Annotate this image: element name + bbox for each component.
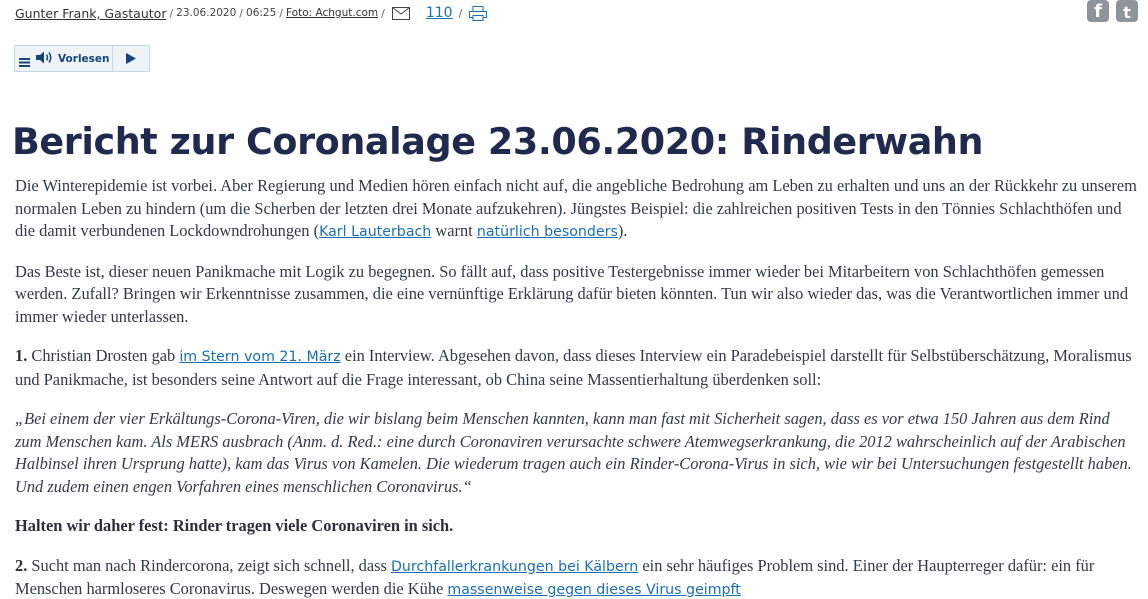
paragraph [15, 515, 1140, 538]
link-durchfallerkrankungen[interactable]: Durchfallerkrankungen bei Kälbern [390, 558, 639, 575]
play-icon [126, 53, 136, 64]
list-number: 2. [15, 555, 28, 575]
play-button[interactable] [113, 46, 149, 71]
bold-statement: Halten wir daher fest: Rinder tragen viele Coronaviren in sich. [15, 516, 454, 535]
publish-time: 06:25 [246, 7, 277, 19]
publish-date: 23.06.2020 [176, 7, 237, 19]
paragraph-text: Die Winterepidemie ist vorbei. Aber Regierung und Medien hören einfach nicht auf, die angebliche Bedrohung am Leben zu erhalten und uns an der Rückkehr zu unserem normalen Leben zu hindern (um die Scherben der letzten drei Monate aufzukehren). Jüngstes Beispiel: die zahlreichen positiven Tests in den Tönnies Schlachthöfen und die damit verbundenen Lockdowndrohungen ( [15, 176, 1137, 240]
read-aloud-player [14, 45, 150, 72]
article-meta [15, 4, 487, 22]
article-body [15, 175, 1140, 599]
paragraph-text: ein sehr häufiges Problem sind. Einer der Haupterreger dafür: ein für Menschen harmloseres Coronavirus. Deswegen werden die Kühe [15, 555, 1095, 598]
paragraph-text: ). [617, 221, 628, 240]
read-aloud-button[interactable] [34, 46, 113, 71]
paragraph: Das Beste ist, dieser neuen Panikmache mit Logik zu begegnen. So fällt auf, dass positive Testergebnisse immer wieder bei Mitarbeitern von Schlachthöfen gemessen werden. Zufall? Bringen wir Erkenntnisse zusammen, die eine vernünftige Erklärung dafür bieten könnten. Tun wir also wieder das, was die Verantwortlichen immer und immer wieder unterlassen. [15, 261, 1129, 326]
menu-icon[interactable] [15, 46, 34, 71]
twitter-icon: t [1123, 3, 1131, 22]
link-natuerlich-besonders[interactable]: natürlich besonders [476, 224, 618, 240]
meta-separator: / [239, 6, 244, 20]
meta-separator: / [458, 6, 463, 20]
link-stern-interview[interactable]: im Stern vom 21. März [179, 349, 341, 365]
facebook-share-button[interactable] [1087, 0, 1109, 22]
list-number: 1. [15, 346, 28, 365]
paragraph-text: Sucht man nach Rindercorona, zeigt sich schnell, dass [27, 555, 391, 575]
paragraph-text: Christian Drosten gab [27, 346, 180, 365]
block-quote: „Bei einem der vier Erkältungs-Corona-Viren, die wir bislang beim Menschen kannten, kann man fast mit Sicherheit sagen, dass es vor etwa 150 Jahren aus dem Rind zum Menschen kam. Als MERS ausbrach (Anm. d. Red.: eine durch Coronaviren verursachte schwere Atemwegserkrankung, die 2012 wahrscheinlich auf der Arabischen Halbinsel ihren Ursprung hatte), kam das Virus von Kamelen. Die wiederum tragen auch ein Rinder-Corona-Virus in sich, wie wir bei Untersuchungen festgestellt haben. Und zudem einen engen Vorfahren eines menschlichen Coronavirus.“ [15, 409, 1132, 496]
photo-credit-link[interactable]: Foto: Achgut.com [286, 7, 379, 19]
paragraph-text: warnt [431, 221, 477, 240]
facebook-icon: f [1094, 1, 1102, 22]
meta-separator: / [169, 6, 174, 20]
meta-separator: / [381, 6, 385, 20]
speaker-icon [36, 51, 54, 67]
article-title: Bericht zur Coronalage 23.06.2020: Rinderwahn [12, 120, 984, 163]
paragraph [15, 345, 1140, 391]
paragraph [15, 175, 1140, 244]
link-massenweise-geimpft[interactable]: massenweise gegen dieses Virus geimpft [447, 582, 741, 598]
read-aloud-label: Vorlesen [58, 52, 110, 65]
mail-icon[interactable] [392, 7, 410, 20]
twitter-share-button[interactable] [1116, 0, 1138, 22]
comment-count-link[interactable]: 110 [425, 5, 453, 21]
paragraph-text: ein Interview. Abgesehen davon, dass dieses Interview ein Paradebeispiel darstellt für Selbstüberschätzung, Moralismus und Panikmache, ist besonders seine Antwort auf die Frage interessant, ob China seine Massentierhaltung überdenken soll: [15, 346, 1132, 389]
paragraph [15, 555, 1140, 599]
meta-separator: / [279, 6, 283, 20]
author-link[interactable]: Gunter Frank, Gastautor [15, 5, 167, 21]
link-karl-lauterbach[interactable]: Karl Lauterbach [319, 224, 432, 240]
print-icon[interactable] [469, 6, 487, 21]
